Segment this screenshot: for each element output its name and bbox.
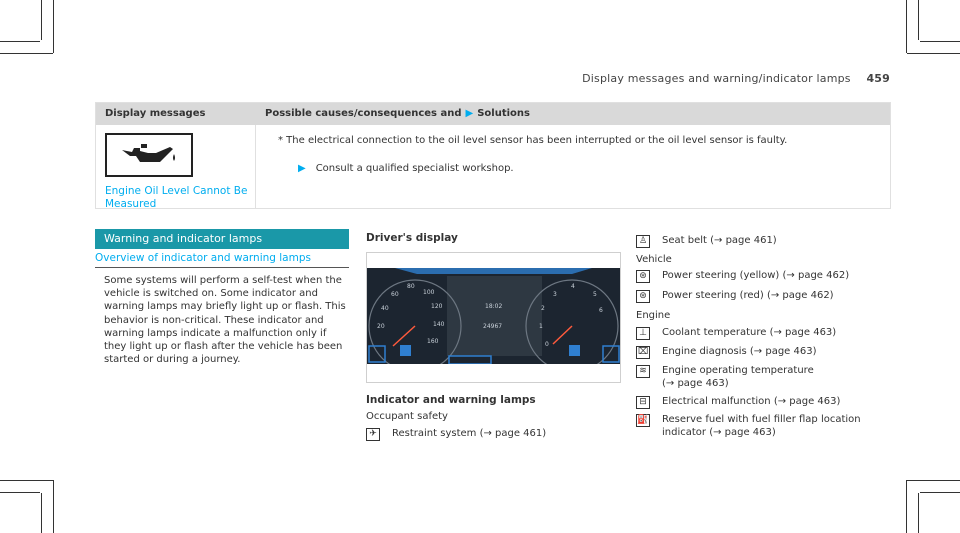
speed-tick: 20 xyxy=(377,323,385,330)
lamp-label-line: indicator (→ page 463) xyxy=(662,426,776,438)
running-header-title: Display messages and warning/indicator lamps xyxy=(582,72,851,85)
solution-item xyxy=(278,163,890,174)
lamp-power-steering-yellow xyxy=(636,270,849,283)
lamp-label: Engine diagnosis (→ page 463) xyxy=(662,346,817,357)
column-header-causes xyxy=(256,103,890,125)
section-title: Warning and indicator lamps xyxy=(95,229,349,249)
lamp-label xyxy=(662,414,861,439)
lamp-label: Coolant temperature (→ page 463) xyxy=(662,327,837,338)
lamp-label xyxy=(662,365,814,390)
message-label: Engine Oil Level Cannot Be Measured xyxy=(105,185,248,210)
instrument-cluster-image xyxy=(367,268,620,364)
subheading: Overview of indicator and warning lamps xyxy=(95,252,349,268)
seat-belt-icon: ♙ xyxy=(636,235,650,248)
oil-can-icon xyxy=(105,133,193,177)
coolant-thermometer-icon: ⊥ xyxy=(636,327,650,340)
arrow-right-icon: ▶ xyxy=(465,108,474,119)
display-message-table xyxy=(95,102,891,209)
crop-mark xyxy=(906,480,907,533)
lamp-label: Electrical malfunction (→ page 463) xyxy=(662,396,841,407)
engine-icon: ⌧ xyxy=(637,347,649,358)
speed-tick: 160 xyxy=(427,338,439,345)
crop-mark xyxy=(920,41,960,42)
lamp-electrical-malfunction xyxy=(636,396,840,409)
crop-mark xyxy=(0,53,53,54)
rpm-tick: 4 xyxy=(571,283,575,290)
speed-tick: 100 xyxy=(423,289,435,296)
engine-temp-icon: ≋ xyxy=(636,365,650,378)
lamp-label-line: Reserve fuel with fuel filler flap location xyxy=(662,414,861,425)
crop-mark xyxy=(920,492,960,493)
lamp-seat-belt xyxy=(636,235,777,248)
rpm-tick: 5 xyxy=(593,291,597,298)
battery-icon: ⊟ xyxy=(636,396,650,409)
lamp-reserve-fuel xyxy=(636,414,861,439)
table-header xyxy=(96,103,890,125)
category-occupant-safety: Occupant safety xyxy=(366,411,448,422)
rpm-tick: 2 xyxy=(541,305,545,312)
lamp-restraint-system xyxy=(366,428,546,441)
fuel-pump-icon: ⛽ xyxy=(637,415,649,426)
running-header xyxy=(582,72,890,85)
cause-text: * The electrical connection to the oil level sensor has been interrupted or the oil level sensor is faulty. xyxy=(278,135,788,146)
lamp-label: Power steering (yellow) (→ page 462) xyxy=(662,270,850,281)
rpm-tick: 6 xyxy=(599,307,603,314)
drivers-display-illustration xyxy=(366,252,621,383)
speed-tick: 60 xyxy=(391,291,399,298)
crop-mark xyxy=(0,41,40,42)
category-vehicle: Vehicle xyxy=(636,254,672,265)
lamp-engine-diagnosis xyxy=(636,346,817,359)
category-engine: Engine xyxy=(636,310,671,321)
speed-tick: 140 xyxy=(433,321,445,328)
table-row xyxy=(96,125,890,209)
lamp-engine-operating-temperature xyxy=(636,365,814,390)
drivers-display-heading: Driver's display xyxy=(366,232,458,244)
rpm-tick: 3 xyxy=(553,291,557,298)
crop-mark xyxy=(918,493,919,533)
page-number: 459 xyxy=(866,72,890,85)
speed-tick: 120 xyxy=(431,303,443,310)
crop-mark xyxy=(41,0,42,40)
crop-mark xyxy=(907,53,960,54)
solution-text: Consult a qualified specialist workshop. xyxy=(315,163,514,174)
lamp-label-line: Engine operating temperature xyxy=(662,365,814,376)
crop-mark xyxy=(0,480,53,481)
crop-mark xyxy=(0,492,40,493)
arrow-right-icon: ▶ xyxy=(298,163,306,174)
indicator-lamps-heading: Indicator and warning lamps xyxy=(366,394,536,406)
body-paragraph: Some systems will perform a self-test when the vehicle is switched on. Some indicator and warning lamps may briefly light up or flash. This behavior is non-critical. These indicator and warning lamps indicate a malfunction only if they light up or flash after the vehicle has been started or during a journey. xyxy=(104,275,346,366)
column-header-messages: Display messages xyxy=(105,108,206,119)
steering-wheel-icon: ⊛ xyxy=(636,270,650,283)
crop-mark xyxy=(907,480,960,481)
lamp-power-steering-red xyxy=(636,290,834,303)
lamp-label: Seat belt (→ page 461) xyxy=(662,235,777,246)
causes-label: Possible causes/consequences and xyxy=(265,108,462,119)
lamp-label: Restraint system (→ page 461) xyxy=(392,428,547,439)
speed-tick: 40 xyxy=(381,305,389,312)
lamp-label-line: (→ page 463) xyxy=(662,377,729,389)
steering-wheel-icon: ⊛ xyxy=(636,290,650,303)
crop-mark xyxy=(906,0,907,53)
crop-mark xyxy=(41,493,42,533)
airbag-icon: ✈ xyxy=(366,428,380,441)
crop-mark xyxy=(53,480,54,533)
display-odometer: 24967 xyxy=(483,323,503,330)
display-clock: 18:02 xyxy=(485,303,503,310)
causes-cell xyxy=(256,125,890,209)
message-cell xyxy=(96,125,256,209)
lamp-coolant-temperature xyxy=(636,327,836,340)
crop-mark xyxy=(918,0,919,40)
rpm-tick: 1 xyxy=(539,323,543,330)
crop-mark xyxy=(53,0,54,53)
rpm-tick: 0 xyxy=(545,341,549,348)
solutions-label: Solutions xyxy=(477,108,530,119)
lamp-label: Power steering (red) (→ page 462) xyxy=(662,290,834,301)
speed-tick: 80 xyxy=(407,283,415,290)
